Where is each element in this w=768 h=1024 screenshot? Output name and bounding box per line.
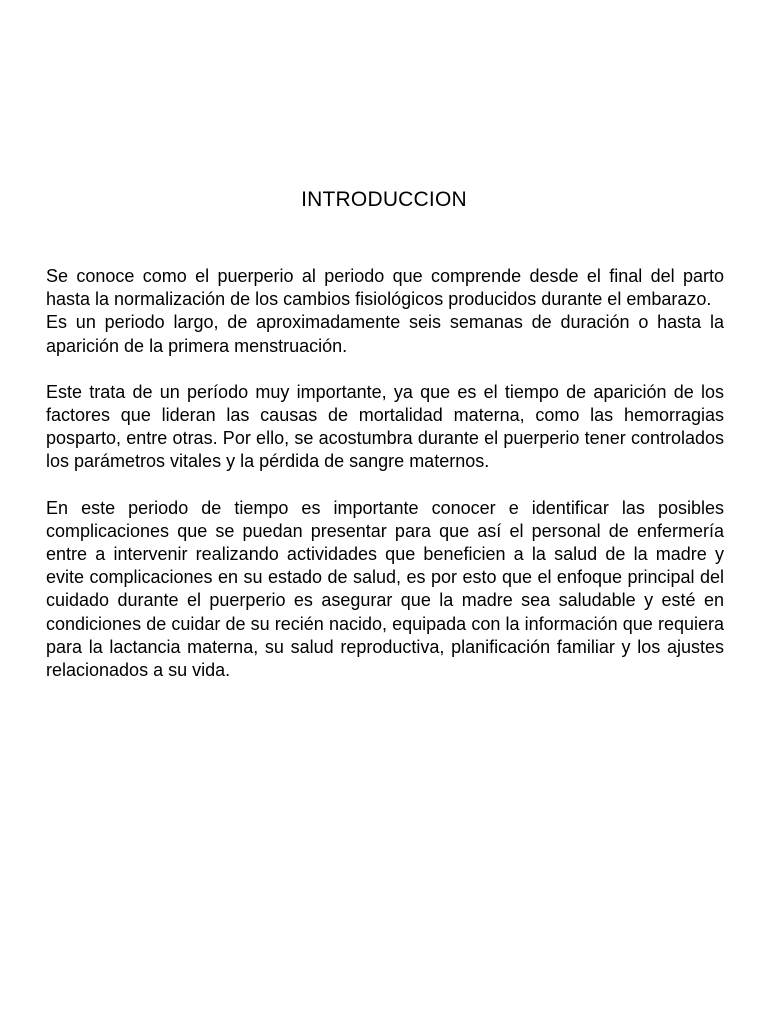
paragraph-3: Este trata de un período muy importante, ya que es el tiempo de aparición de los factores que lideran las causas de mortalidad materna, como las hemorragias posparto, entre otras. Por ello, se acostumbra durante el puerperio tener controlados los parámetros vitales y la pérdida de sangre maternos. — [46, 381, 724, 472]
paragraph-spacer — [46, 358, 724, 381]
document-body — [46, 265, 724, 682]
paragraph-2: Es un periodo largo, de aproximadamente seis semanas de duración o hasta la aparición de la primera menstruación. — [46, 312, 724, 356]
paragraph-4: En este periodo de tiempo es importante conocer e identificar las posibles complicaciones que se puedan presentar para que así el personal de enfermería entre a intervenir realizando actividades que beneficien a la salud de la madre y evite complicaciones en su estado de salud, es por esto que el enfoque principal del cuidado durante el puerperio es asegurar que la madre sea saludable y esté en condiciones de cuidar de su recién nacido, equipada con la información que requiera para la lactancia materna, su salud reproductiva, planificación familiar y los ajustes relacionados a su vida. — [46, 497, 724, 681]
paragraph-spacer — [46, 474, 724, 497]
paragraph-1: Se conoce como el puerperio al periodo que comprende desde el final del parto hasta la normalización de los cambios fisiológicos producidos durante el embarazo. — [46, 266, 724, 310]
page-title: INTRODUCCION — [301, 188, 467, 211]
